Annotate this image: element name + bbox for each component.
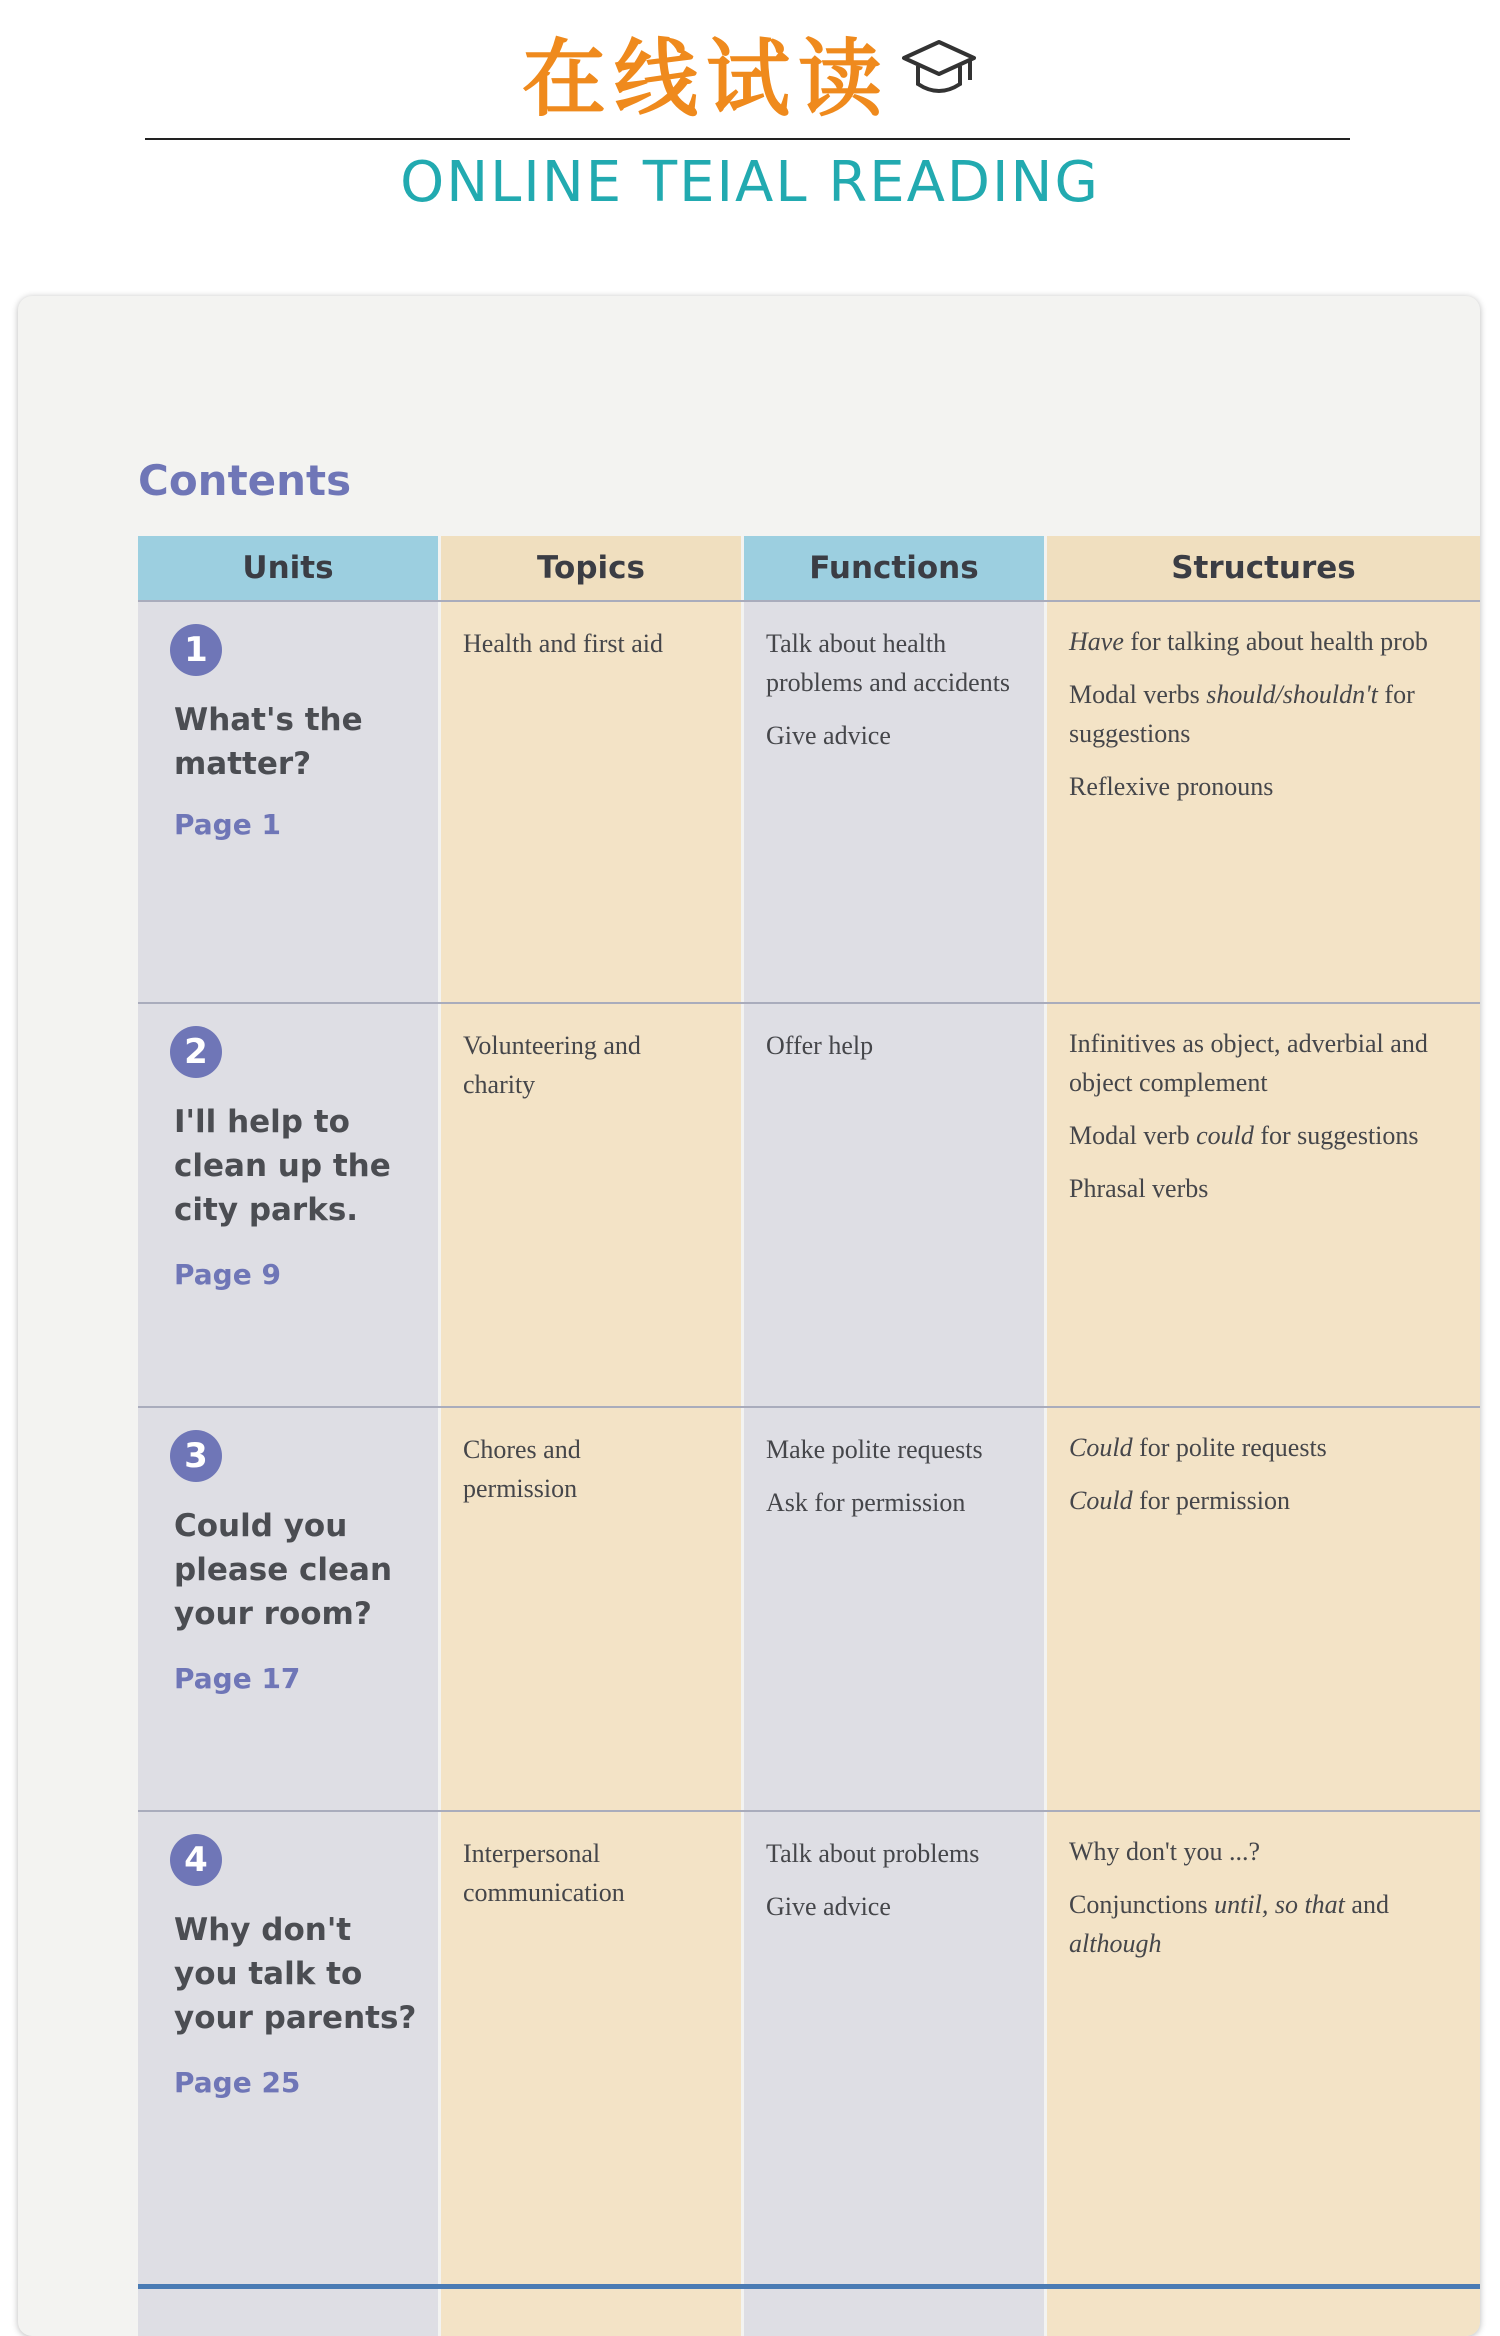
table-row: [138, 602, 1480, 1002]
unit-page: Page 9: [174, 1258, 281, 1291]
function-item: Give advice: [766, 1892, 891, 1921]
function-item: Talk about health problems and accidents: [766, 629, 1011, 697]
topic-cell: Chores and permission: [463, 1435, 581, 1503]
structure-item: Conjunctions until, so that and although: [1069, 1890, 1389, 1958]
structures-cell: [1069, 622, 1480, 820]
contents-title: Contents: [138, 456, 352, 505]
unit-title: I'll help to clean up the city parks.: [174, 1104, 391, 1228]
structure-item: Phrasal verbs: [1069, 1174, 1209, 1203]
functions-cell: [766, 1834, 1036, 1940]
structure-item: Why don't you ...?: [1069, 1837, 1260, 1866]
unit-page: Page 17: [174, 1662, 301, 1695]
header-functions: Functions: [744, 536, 1044, 600]
structure-item: Reflexive pronouns: [1069, 772, 1274, 801]
unit-number-badge: 1: [170, 624, 222, 676]
unit-page: Page 1: [174, 808, 281, 841]
structure-item: Modal verbs should/shouldn't for suggestions: [1069, 680, 1415, 748]
unit-page: Page 25: [174, 2066, 301, 2099]
structure-item: Have for talking about health prob: [1069, 627, 1428, 656]
graduation-cap-icon: [900, 18, 978, 128]
contents-table: [138, 536, 1480, 2336]
header-units: Units: [138, 536, 438, 600]
topic-cell: Interpersonal communication: [463, 1839, 625, 1907]
topic-cell: Volunteering and charity: [463, 1031, 641, 1099]
banner-title-text: 在线试读: [521, 30, 890, 129]
header-structures: Structures: [1047, 536, 1480, 600]
unit-number-badge: 4: [170, 1834, 222, 1886]
unit-title: What's the matter?: [174, 702, 363, 782]
structures-cell: [1069, 1428, 1480, 1534]
banner-divider: [145, 138, 1350, 140]
structure-item: Modal verb could for suggestions: [1069, 1121, 1419, 1150]
unit-number-badge: 3: [170, 1430, 222, 1482]
functions-cell: [766, 1026, 1026, 1079]
structure-item: Could for permission: [1069, 1486, 1290, 1515]
table-row: [138, 1812, 1480, 2284]
unit-title: Why don't you talk to your parents?: [174, 1912, 417, 2036]
table-row: [138, 1004, 1480, 1406]
functions-cell: [766, 1430, 1036, 1536]
banner: [0, 0, 1500, 250]
function-item: Ask for permission: [766, 1488, 966, 1517]
function-item: Offer help: [766, 1031, 874, 1060]
structure-item: Infinitives as object, adverbial and object complement: [1069, 1029, 1428, 1097]
book-page: [18, 296, 1480, 2336]
topic-cell: Health and first aid: [463, 629, 663, 658]
table-row: [138, 1408, 1480, 1810]
unit-number-badge: 2: [170, 1026, 222, 1078]
table-bottom-rule: [138, 2284, 1480, 2289]
banner-title: [0, 18, 1500, 134]
structures-cell: [1069, 1024, 1480, 1222]
function-item: Make polite requests: [766, 1435, 983, 1464]
header-topics: Topics: [441, 536, 741, 600]
structures-cell: [1069, 1832, 1469, 1977]
unit-title: Could you please clean your room?: [174, 1508, 393, 1632]
function-item: Give advice: [766, 721, 891, 750]
functions-cell: [766, 624, 1026, 769]
function-item: Talk about problems: [766, 1839, 980, 1868]
banner-subtitle: ONLINE TEIAL READING: [400, 150, 1100, 215]
structure-item: Could for polite requests: [1069, 1433, 1327, 1462]
